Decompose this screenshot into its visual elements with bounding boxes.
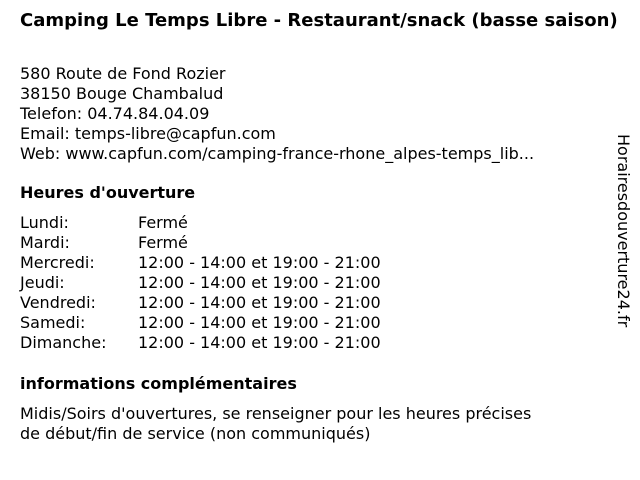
website-link: Web: www.capfun.com/camping-france-rhone_alpes-temps_lib...: [20, 144, 535, 163]
hours-day: Dimanche:: [20, 333, 107, 352]
hours-time: 12:00 - 14:00 et 19:00 - 21:00: [138, 333, 381, 352]
hours-time: Fermé: [138, 213, 188, 232]
opening-hours-heading: Heures d'ouverture: [20, 183, 196, 202]
hours-day: Mercredi:: [20, 253, 95, 272]
hours-time: Fermé: [138, 233, 188, 252]
hours-time: 12:00 - 14:00 et 19:00 - 21:00: [138, 293, 381, 312]
hours-row-sunday: [20, 333, 381, 353]
hours-row-wednesday: [20, 253, 381, 273]
additional-info-heading: informations complémentaires: [20, 374, 297, 393]
address-block: [20, 64, 610, 164]
address-street: 580 Route de Fond Rozier: [20, 64, 226, 83]
hours-row-monday: [20, 213, 381, 233]
hours-time: 12:00 - 14:00 et 19:00 - 21:00: [138, 253, 381, 272]
hours-time: 12:00 - 14:00 et 19:00 - 21:00: [138, 273, 381, 292]
hours-day: Lundi:: [20, 213, 69, 232]
email-address: Email: temps-libre@capfun.com: [20, 124, 276, 143]
additional-info-line: de début/fin de service (non communiqués): [20, 424, 371, 443]
hours-day: Jeudi:: [20, 273, 65, 292]
phone-number: Telefon: 04.74.84.04.09: [20, 104, 210, 123]
hours-row-saturday: [20, 313, 381, 333]
hours-day: Samedi:: [20, 313, 86, 332]
hours-day: Mardi:: [20, 233, 70, 252]
additional-info-text: [20, 404, 600, 444]
opening-hours-table: [20, 213, 381, 353]
address-city: 38150 Bouge Chambalud: [20, 84, 224, 103]
hours-row-friday: [20, 293, 381, 313]
additional-info-line: Midis/Soirs d'ouvertures, se renseigner pour les heures précises: [20, 404, 532, 423]
hours-time: 12:00 - 14:00 et 19:00 - 21:00: [138, 313, 381, 332]
site-watermark: Horairesdouverture24.fr: [614, 134, 633, 328]
hours-day: Vendredi:: [20, 293, 96, 312]
hours-row-tuesday: [20, 233, 381, 253]
hours-row-thursday: [20, 273, 381, 293]
page-title: Camping Le Temps Libre - Restaurant/snack (basse saison): [20, 10, 618, 31]
